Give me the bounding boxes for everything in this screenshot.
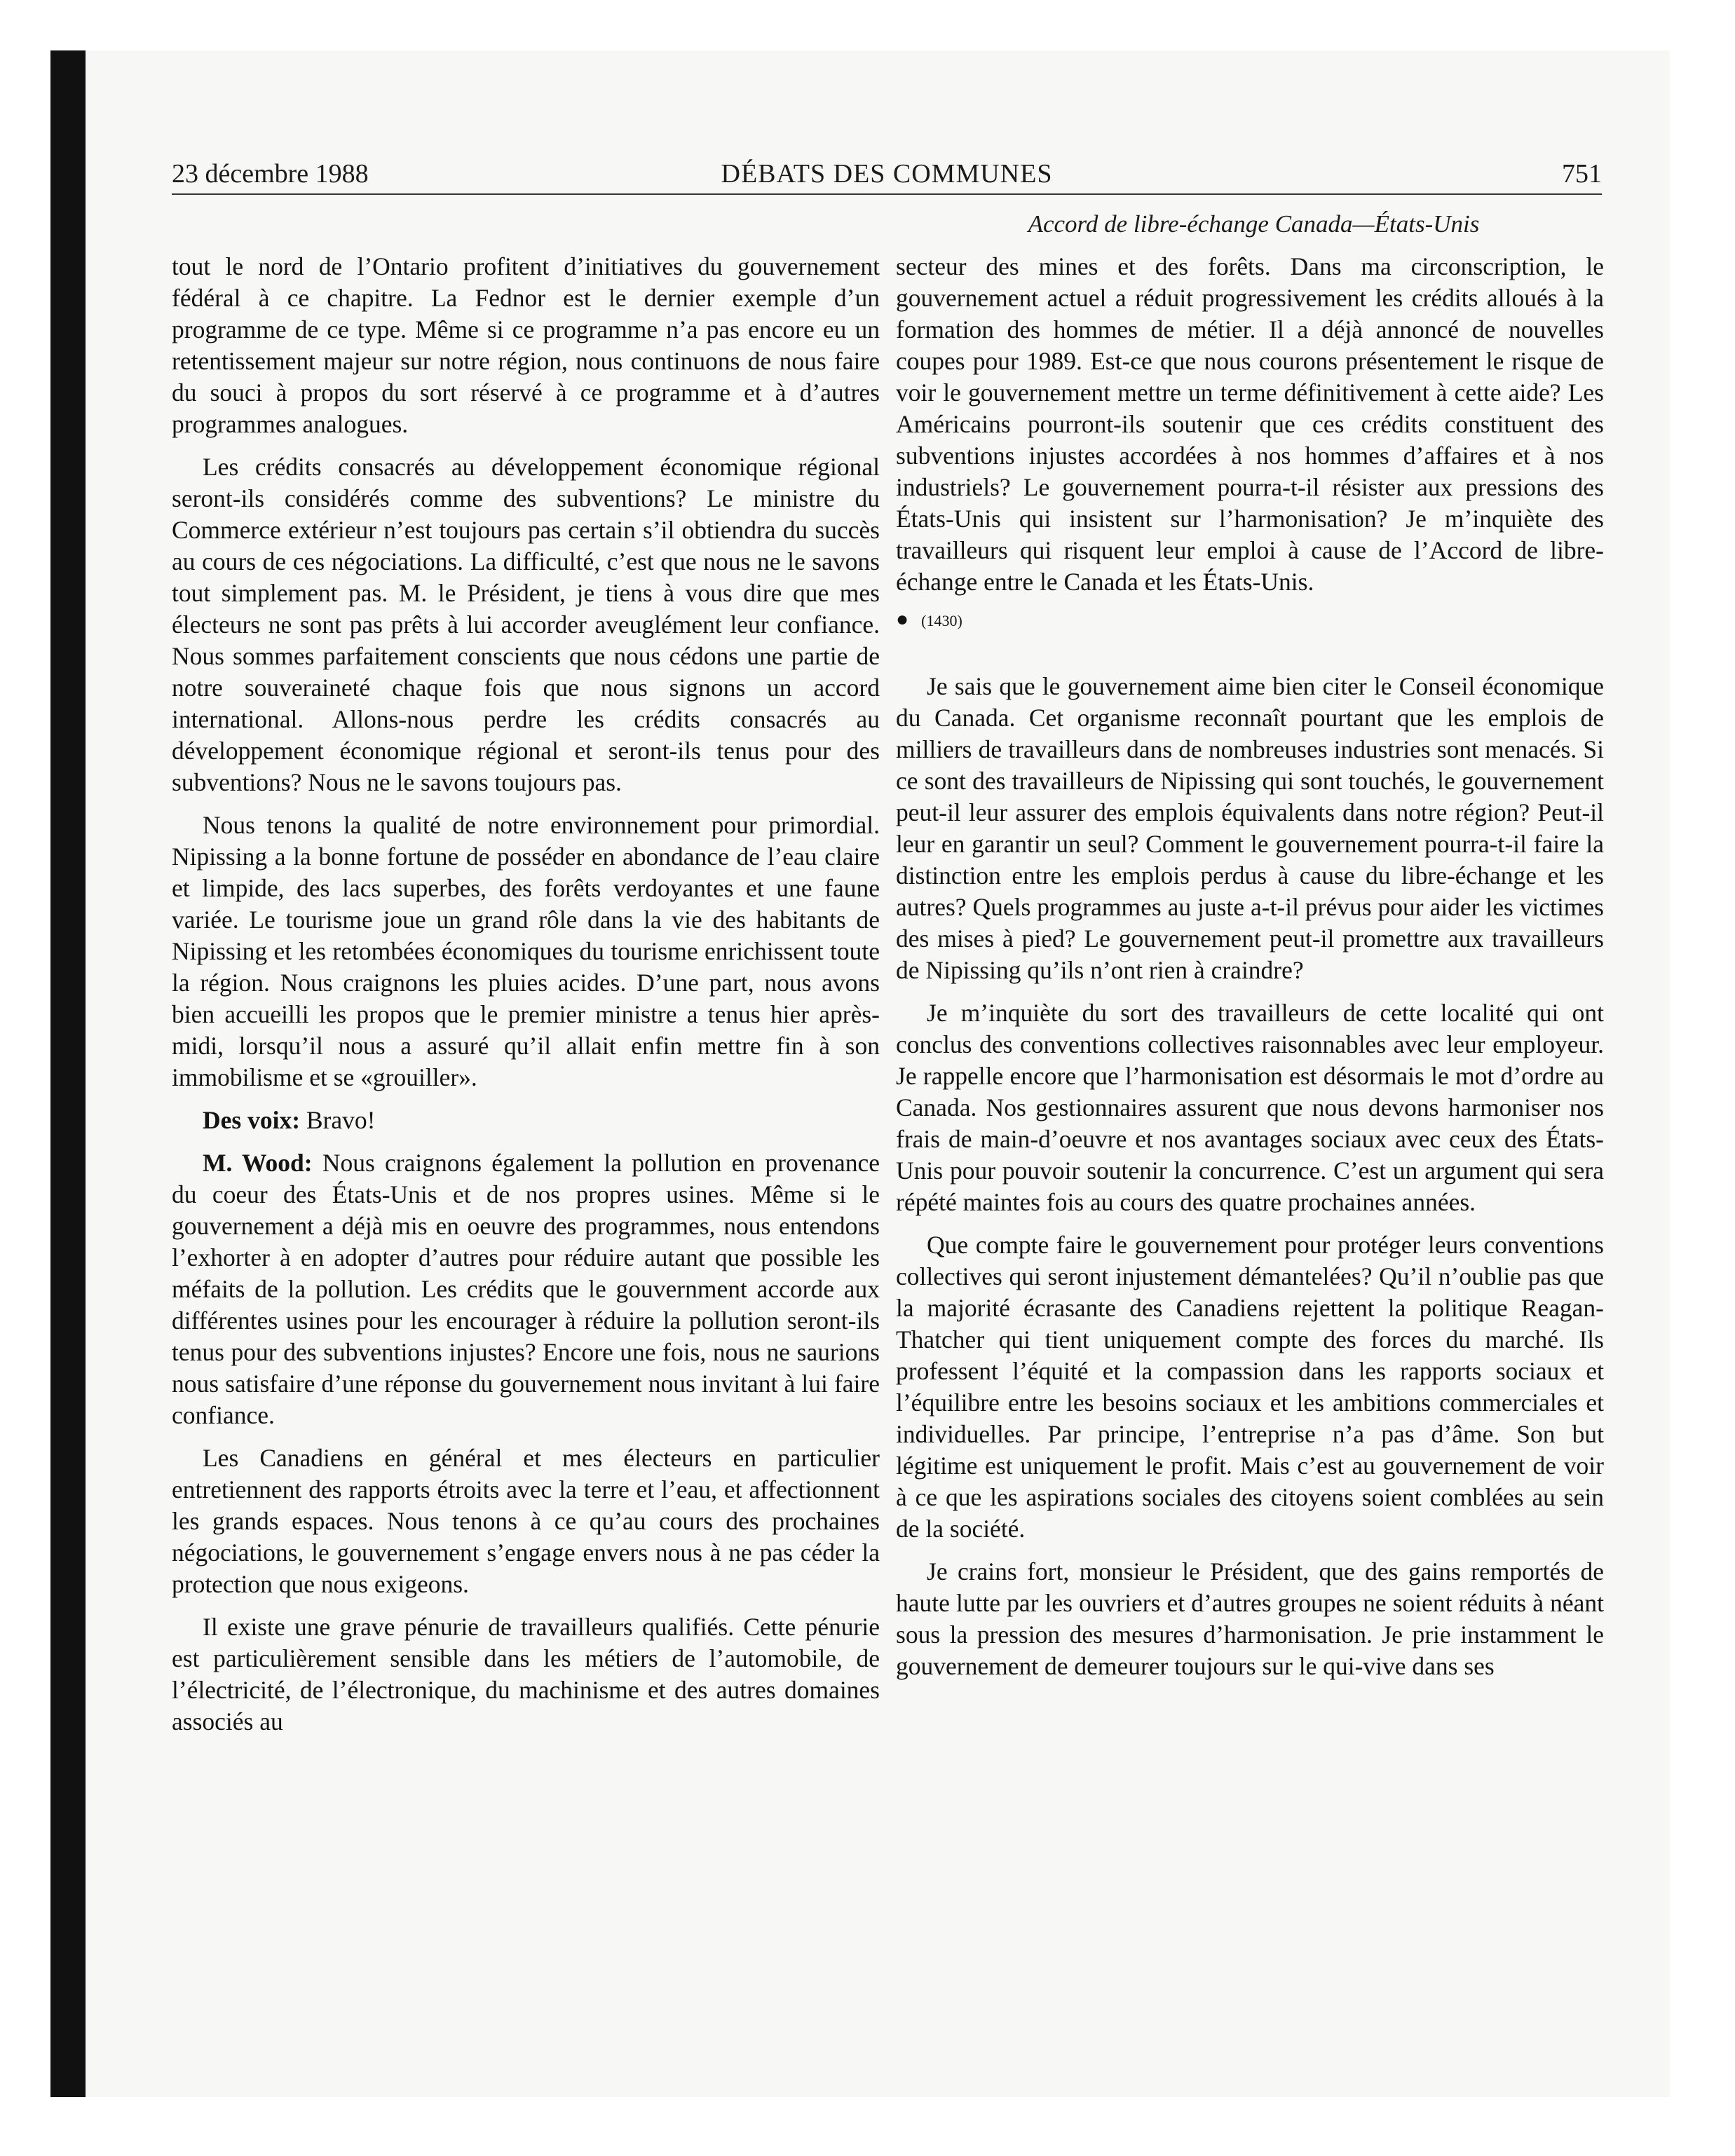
timestamp-marker [896,609,1604,632]
paragraph: Les crédits consacrés au développement économique régional seront-ils considérés comme des subventions? Le ministre du Commerce extérieur n’est toujours pas certain s’il obtiendra du succès au cours de ces négociations. La difficulté, c’est que nous ne le savons tout simplement pas. M. le Président, je tiens à vous dire que mes électeurs ne sont pas prêts à lui accorder aveuglément leur confiance. Nous sommes parfaitement conscients que nous cédons une partie de notre souveraineté chaque fois que nous signons un accord international. Allons-nous perdre les crédits consacrés au développement économique régional et seront-ils tenus pour des subventions? Nous ne le savons toujours pas. [172,453,880,796]
paragraph: Je m’inquiète du sort des travailleurs de cette localité qui ont conclus des conventions collectives raisonnables avec leur employeur. Je rappelle encore que l’harmonisation est désormais le mot d’ordre au Canada. Nos gestionnaires assurent que nous devons harmoniser nos frais de main-d’oeuvre et nos avantages sociaux avec ceux des États-Unis pour pouvoir soutenir la concurrence. C’est un argument qui sera répété maintes fois au cours des quatre prochaines années. [896,999,1604,1216]
timestamp-text: (1430) [921,612,962,629]
section-subheader: Accord de libre-échange Canada—États-Unis [1028,210,1480,238]
speech-paragraph [172,1147,880,1431]
interjection-paragraph [172,1105,880,1136]
speaker-name: M. Wood: [203,1149,313,1177]
right-column [896,251,1604,1693]
bullet-icon: ● [896,608,909,631]
paragraph: Je sais que le gouvernement aime bien citer le Conseil économique du Canada. Cet organisme reconnaît pourtant que les emplois de milliers de travailleurs dans de nombreuses industries sont menacés. Si ce sont des travailleurs de Nipissing qui sont touchés, le gouvernement peut-il leur assurer des emplois équivalents dans notre région? Peut-il leur en garantir un seul? Comment le gouvernement pourra-t-il faire la distinction entre les emplois perdus à cause du libre-échange et les autres? Quels programmes au juste a-t-il prévus pour aider les victimes des mises à pied? Le gouvernement peut-il promettre aux travailleurs de Nipissing qu’ils n’ont rien à craindre? [896,672,1604,984]
paragraph: Il existe une grave pénurie de travailleurs qualifiés. Cette pénurie est particulièrement sensible dans les métiers de l’automobile, de l’électricité, de l’électronique, du machinisme et des autres domaines associés au [172,1613,880,1735]
page-number: 751 [1562,159,1602,189]
left-column [172,251,880,1749]
speaker-name: Des voix: [203,1106,301,1134]
paragraph: Je crains fort, monsieur le Président, que des gains remportés de haute lutte par les ouvriers et d’autres groupes ne soient réduits à néant sous la pression des mesures d’harmonisation. Je prie instamment le gouvernement de demeurer toujours sur le qui-vive dans ses [896,1557,1604,1680]
paragraph: tout le nord de l’Ontario profitent d’initiatives du gouvernement fédéral à ce chapitre. La Fednor est le dernier exemple d’un programme de ce type. Même si ce programme n’a pas encore eu un retentissement majeur sur notre région, nous continuons de nous faire du souci à propos du sort réservé à ce programme et à d’autres programmes analogues. [172,252,880,438]
paragraph: Nous tenons la qualité de notre environnement pour primordial. Nipissing a la bonne fortune de posséder en abondance de l’eau claire et limpide, des lacs superbes, des forêts verdoyantes et une faune variée. Le tourisme joue un grand rôle dans la vie des habitants de Nipissing et les retombées économiques du tourisme enrichissent toute la région. Nous craignons les pluies acides. D’une part, nous avons bien accueilli les propos que le premier ministre a tenus hier après-midi, lorsqu’il nous a assuré qu’il allait enfin mettre fin à son immobilisme et se «grouiller». [172,811,880,1091]
header-date: 23 décembre 1988 [172,159,369,189]
header-title: DÉBATS DES COMMUNES [721,159,1053,189]
paragraph: secteur des mines et des forêts. Dans ma circonscription, le gouvernement actuel a réduit progressivement les crédits alloués à la formation des hommes de métier. Il a déjà annoncé de nouvelles coupes pour 1989. Est-ce que nous courons présentement le risque de voir le gouvernement mettre un terme définitivement à cette aide? Les Américains pourront-ils soutenir que ces crédits constituent des subventions injustes accordées à nos hommes d’affaires et à nos industriels? Le gouvernement pourra-t-il résister aux pressions des États-Unis qui insistent sur l’harmonisation? Je m’inquiète des travailleurs qui risquent leur emploi à cause de l’Accord de libre-échange entre le Canada et les États-Unis. [896,252,1604,596]
speech-text: Nous craignons également la pollution en provenance du coeur des États-Unis et de nos propres usines. Même si le gouvernement a déjà mis en oeuvre des programmes, nous entendons l’exhorter à en adopter d’autres pour réduire autant que possible les méfaits de la pollution. Les crédits que le gouvernment accorde aux différentes usines pour les encourager à réduire la pollution seront-ils tenus pour des subventions injustes? Encore une fois, nous ne saurions nous satisfaire d’une réponse du gouvernement nous invitant à lui faire confiance. [172,1149,880,1429]
paragraph: Que compte faire le gouvernement pour protéger leurs conventions collectives qui seront injustement démantelées? Qu’il n’oublie pas que la majorité écrasante des Canadiens rejettent la politique Reagan-Thatcher qui tient uniquement compte des forces du marché. Ils professent l’équité et la compassion dans les rapports sociaux et l’équilibre entre les besoins sociaux et les ambitions commerciales et individuelles. Par principe, l’entreprise n’a pas d’âme. Son but légitime est uniquement le profit. Mais c’est au gouvernement de voir à ce que les aspirations sociales des citoyens soient comblées au sein de la société. [896,1231,1604,1543]
running-header [172,157,1602,195]
scan-binding-edge [50,50,86,2097]
paragraph: Les Canadiens en général et mes électeurs en particulier entretiennent des rapports étroits avec la terre et l’eau, et affectionnent les grands espaces. Nous tenons à ce qu’au cours des prochaines négociations, le gouvernement s’engage envers nous à ne pas céder la protection que nous exigeons. [172,1444,880,1598]
speech-text: Bravo! [306,1106,376,1134]
